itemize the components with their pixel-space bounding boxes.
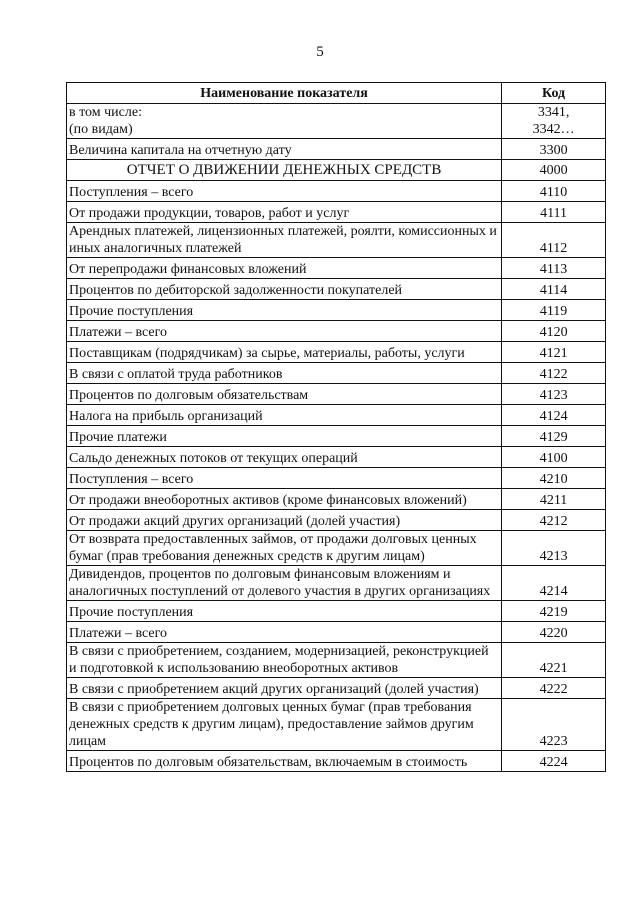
table-row bbox=[67, 258, 606, 279]
table-row bbox=[67, 678, 606, 699]
indicator-name: Процентов по долговым обязательствам, включаемым в стоимость bbox=[67, 751, 502, 772]
indicator-code: 4210 bbox=[502, 468, 606, 489]
indicator-code: 4214 bbox=[502, 566, 606, 601]
table-row bbox=[67, 622, 606, 643]
indicator-code: 4122 bbox=[502, 363, 606, 384]
table-row bbox=[67, 468, 606, 489]
table-header-row bbox=[67, 83, 606, 104]
table-row bbox=[67, 363, 606, 384]
table-row bbox=[67, 279, 606, 300]
indicator-code: 4111 bbox=[502, 202, 606, 223]
table-row bbox=[67, 699, 606, 751]
indicator-name: Платежи – всего bbox=[67, 321, 502, 342]
indicator-code: 4219 bbox=[502, 601, 606, 622]
table-row bbox=[67, 104, 606, 139]
indicator-name: Налога на прибыль организаций bbox=[67, 405, 502, 426]
indicator-code: 4114 bbox=[502, 279, 606, 300]
page-number: 5 bbox=[316, 44, 324, 60]
table-row bbox=[67, 601, 606, 622]
table-row bbox=[67, 223, 606, 258]
indicator-code: 4123 bbox=[502, 384, 606, 405]
indicator-code: 4000 bbox=[502, 160, 606, 181]
indicator-code: 3341, 3342… bbox=[502, 104, 606, 139]
table-row bbox=[67, 426, 606, 447]
indicator-name: От продажи внеоборотных активов (кроме финансовых вложений) bbox=[67, 489, 502, 510]
indicator-name: Арендных платежей, лицензионных платежей, роялти, комиссионных и иных аналогичных платежей bbox=[67, 223, 502, 258]
table-row bbox=[67, 489, 606, 510]
indicator-name: Дивидендов, процентов по долговым финансовым вложениям и аналогичных поступлений от долевого участия в других организациях bbox=[67, 566, 502, 601]
table-row bbox=[67, 447, 606, 468]
column-header-name: Наименование показателя bbox=[67, 83, 502, 104]
indicator-name: Прочие поступления bbox=[67, 601, 502, 622]
report-table bbox=[66, 82, 606, 772]
section-heading-row bbox=[67, 160, 606, 181]
indicator-name: В связи с приобретением акций других организаций (долей участия) bbox=[67, 678, 502, 699]
indicator-code: 4120 bbox=[502, 321, 606, 342]
table-row bbox=[67, 300, 606, 321]
indicator-name: в том числе: (по видам) bbox=[67, 104, 502, 139]
indicator-name: От возврата предоставленных займов, от продажи долговых ценных бумаг (прав требования денежных средств к другим лицам) bbox=[67, 531, 502, 566]
indicator-code: 4113 bbox=[502, 258, 606, 279]
indicator-name: Поставщикам (подрядчикам) за сырье, материалы, работы, услуги bbox=[67, 342, 502, 363]
indicator-code: 4212 bbox=[502, 510, 606, 531]
indicator-code: 4213 bbox=[502, 531, 606, 566]
indicator-name: Платежи – всего bbox=[67, 622, 502, 643]
indicator-name: Прочие платежи bbox=[67, 426, 502, 447]
indicator-code: 4100 bbox=[502, 447, 606, 468]
indicator-name: В связи с приобретением долговых ценных бумаг (прав требования денежных средств к другим лицам), предоставление займов другим лицам bbox=[67, 699, 502, 751]
column-header-code: Код bbox=[502, 83, 606, 104]
table-row bbox=[67, 181, 606, 202]
indicator-name: Поступления – всего bbox=[67, 181, 502, 202]
indicator-name: Прочие поступления bbox=[67, 300, 502, 321]
indicator-name: В связи с оплатой труда работников bbox=[67, 363, 502, 384]
table-row bbox=[67, 531, 606, 566]
indicator-code: 4112 bbox=[502, 223, 606, 258]
table-row bbox=[67, 342, 606, 363]
indicator-name: От продажи продукции, товаров, работ и услуг bbox=[67, 202, 502, 223]
table-row bbox=[67, 510, 606, 531]
indicator-name: Процентов по дебиторской задолженности покупателей bbox=[67, 279, 502, 300]
indicator-code: 4221 bbox=[502, 643, 606, 678]
indicator-code: 4220 bbox=[502, 622, 606, 643]
table-row bbox=[67, 643, 606, 678]
indicator-code: 3300 bbox=[502, 139, 606, 160]
table-body bbox=[67, 104, 606, 772]
indicator-code: 4211 bbox=[502, 489, 606, 510]
indicator-code: 4224 bbox=[502, 751, 606, 772]
table-row bbox=[67, 405, 606, 426]
indicator-name: В связи с приобретением, созданием, модернизацией, реконструкцией и подготовкой к использованию внеоборотных активов bbox=[67, 643, 502, 678]
indicator-code: 4124 bbox=[502, 405, 606, 426]
table-row bbox=[67, 202, 606, 223]
indicator-code: 4129 bbox=[502, 426, 606, 447]
indicator-name: Сальдо денежных потоков от текущих операций bbox=[67, 447, 502, 468]
table-row bbox=[67, 384, 606, 405]
indicator-name: ОТЧЕТ О ДВИЖЕНИИ ДЕНЕЖНЫХ СРЕДСТВ bbox=[67, 160, 502, 181]
indicator-code: 4110 bbox=[502, 181, 606, 202]
indicator-name: От перепродажи финансовых вложений bbox=[67, 258, 502, 279]
table-row bbox=[67, 321, 606, 342]
table-row bbox=[67, 566, 606, 601]
indicator-name: Процентов по долговым обязательствам bbox=[67, 384, 502, 405]
indicator-name: Величина капитала на отчетную дату bbox=[67, 139, 502, 160]
table-row bbox=[67, 751, 606, 772]
indicator-code: 4121 bbox=[502, 342, 606, 363]
indicator-code: 4222 bbox=[502, 678, 606, 699]
indicator-code: 4119 bbox=[502, 300, 606, 321]
indicator-name: От продажи акций других организаций (долей участия) bbox=[67, 510, 502, 531]
indicator-name: Поступления – всего bbox=[67, 468, 502, 489]
indicator-code: 4223 bbox=[502, 699, 606, 751]
table-row bbox=[67, 139, 606, 160]
